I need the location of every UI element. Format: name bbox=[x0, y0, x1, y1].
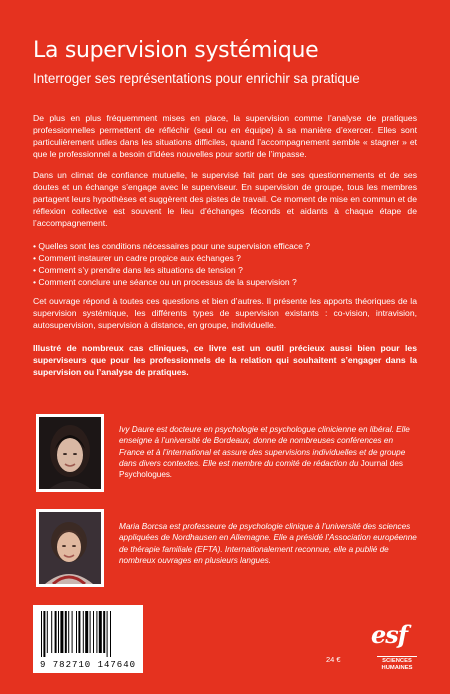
publisher-logo-text: esf bbox=[371, 620, 408, 649]
book-subtitle: Interroger ses représentations pour enrichir sa pratique bbox=[33, 71, 360, 86]
author-bio-maria-borcsa bbox=[119, 521, 417, 566]
highlight-paragraph: Illustré de nombreux cas cliniques, ce livre est un outil précieux aussi bien pour les superviseurs que pour les professionnels de la relation qui souhaitent s’engager dans la supervision ou l’analyse de pratiques. bbox=[33, 343, 417, 378]
author-bio-text: est professeure de psychologie clinique à l’université des sciences appliquées de Nordhausen en Allemagne. Elle a présidé l’Association européenne de thérapie familiale (EFTA). Internationalement reconnue, elle a publié de nombreux ouvrages en plusieurs langues. bbox=[119, 522, 417, 565]
publisher-logo bbox=[371, 620, 421, 674]
question-item: • Comment conclure une séance ou un processus de la supervision ? bbox=[33, 276, 297, 287]
logo-sub-line-2: HUMAINES bbox=[381, 664, 413, 671]
isbn-number: 9 782710 147640 bbox=[39, 660, 136, 670]
question-item: • Quelles sont les conditions nécessaires pour une supervision efficace ? bbox=[33, 241, 311, 251]
questions-list bbox=[33, 241, 417, 289]
author-photo-ivy-daure bbox=[36, 414, 104, 492]
journal-name: Journal des Psychologues bbox=[119, 458, 403, 480]
price-label: 24 € bbox=[326, 655, 341, 664]
book-title: La supervision systémique bbox=[33, 38, 319, 63]
question-item: • Comment s’y prendre dans les situations de tension ? bbox=[33, 264, 243, 275]
author-bio-text: est docteure en psychologie et psychologue clinicienne en libéral. Elle enseigne à l’université de Bordeaux, donne de nombreuses conférences en France et à l’international et assure des supervisions individuelles et de groupe dans divers contextes. Elle est membre du comité de rédaction du bbox=[119, 425, 410, 468]
intro-paragraph: De plus en plus fréquemment mises en place, la supervision comme l’analyse de pratiques professionnelles permettent de réfléchir (seul ou en équipe) à sa manière d’exercer. Elles sont particulièrement utiles dans les situations difficiles, quand l’accompagnement semble « stagner » et que le professionnel a besoin d’idées nouvelles pour sortir de l’impasse. bbox=[33, 113, 417, 159]
content-paragraph: Cet ouvrage répond à toutes ces questions et bien d’autres. Il présente les apports théoriques de la supervision systémique, les différents types de supervision existants : co-vision, intravision, autosupervision, supervision à distance, en groupe, individuelle. bbox=[33, 296, 417, 330]
author-photo-maria-borcsa bbox=[36, 509, 104, 587]
context-paragraph: Dans un climat de confiance mutuelle, le supervisé fait part de ses questionnements et de ses doutes et un échange s’engage avec le superviseur. En supervision de groupe, tous les membres partagent leurs hypothèses et suggèrent des pistes de travail. Ce moment de mise en commun et de réflexion collective est souvent le lieu d’échanges féconds et aidants à chaque étape de l’accompagnement. bbox=[33, 170, 417, 228]
logo-sub-line-1: SCIENCES bbox=[382, 658, 412, 664]
author-bio-end: . bbox=[169, 470, 173, 480]
author-bio-ivy-daure bbox=[119, 424, 417, 480]
author-name: Ivy Daure bbox=[119, 425, 155, 434]
isbn-barcode bbox=[33, 605, 143, 673]
author-name: Maria Borcsa bbox=[119, 522, 168, 531]
question-item: • Comment instaurer un cadre propice aux échanges ? bbox=[33, 252, 241, 263]
barcode-bars bbox=[39, 611, 137, 657]
publisher-logo-subtitle bbox=[371, 658, 423, 671]
logo-divider bbox=[377, 656, 417, 657]
